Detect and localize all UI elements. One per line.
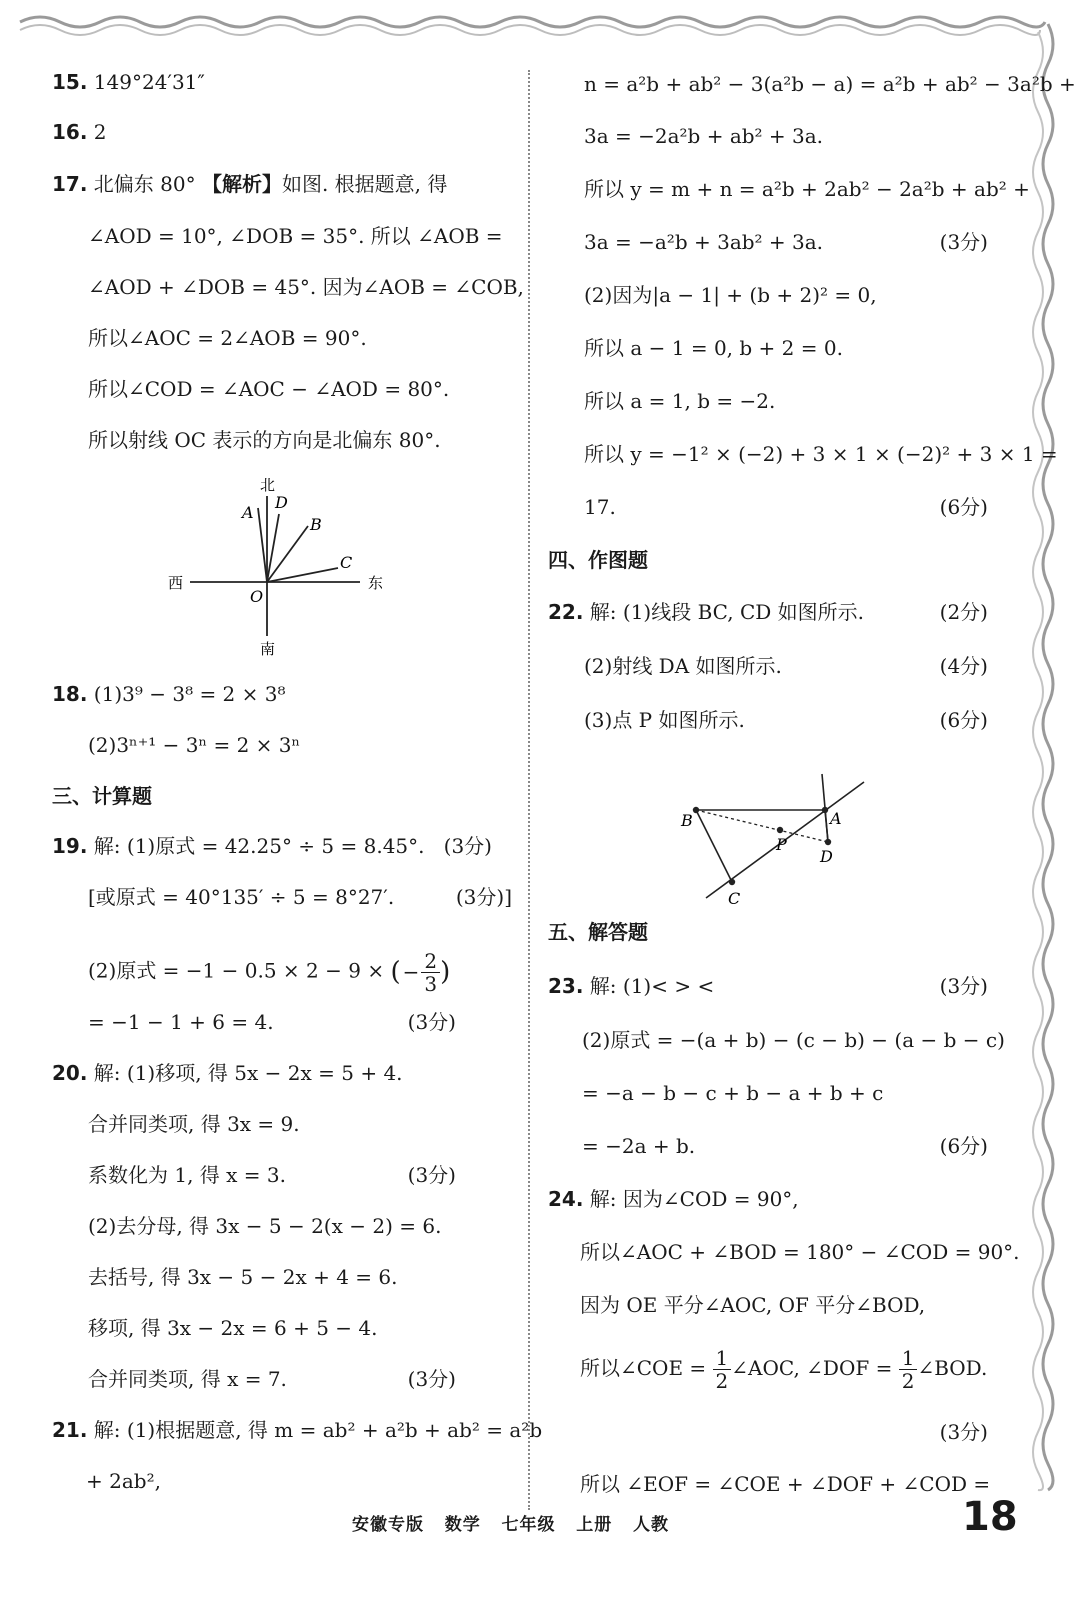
solution-line: 所以 y = −1² × (−2) + 3 × 1 × (−2)² + 3 × 1 = — [584, 442, 1058, 466]
answer-text: [或原式 = 40°135′ ÷ 5 = 8°27′. — [88, 885, 395, 909]
solution-line: (2)原式 = −1 − 0.5 × 2 − 9 × ( − $\frac{2}{3}$ ) — [88, 948, 451, 996]
answer-text: 解: (1)原式 = 42.25° ÷ 5 = 8.45°. — [87, 834, 425, 858]
score-mark: (3分) — [407, 1163, 456, 1187]
section-heading-5: 五、解答题 — [548, 920, 648, 944]
answer-text: 解: (1)< > < — [583, 974, 715, 998]
answer-text: ∠AOC, ∠DOF = — [731, 1356, 899, 1380]
question-number: 22. — [548, 600, 584, 624]
point-b-label: B — [681, 811, 693, 830]
fraction: $\frac{1}{2}$ — [899, 1347, 918, 1392]
solution-line: 所以 ∠EOF = ∠COE + ∠DOF + ∠COD = — [580, 1472, 991, 1496]
solution-line: 所以 y = m + n = a²b + 2ab² − 2a²b + ab² + — [584, 177, 1030, 201]
point-d-label: D — [275, 493, 288, 512]
solution-line — [580, 1340, 1018, 1396]
solution-line — [584, 493, 1018, 521]
south-label: 南 — [260, 640, 276, 658]
answer-20 — [52, 1059, 512, 1087]
page-number: 18 — [962, 1494, 1018, 1540]
fraction: $\frac{2}{3}$ — [421, 950, 440, 995]
score-mark: (3分) — [407, 1367, 456, 1391]
answer-text: 解: 因为∠COD = 90°, — [583, 1187, 799, 1211]
answer-text: (2)射线 DA 如图所示. — [584, 654, 782, 678]
answer-text: 2 — [87, 120, 107, 144]
section-heading-4: 四、作图题 — [548, 548, 648, 572]
solution-line: 所以射线 OC 表示的方向是北偏东 80°. — [88, 428, 441, 452]
point-a-label: A — [242, 503, 254, 522]
solution-line: 所以 a = 1, b = −2. — [584, 389, 776, 413]
answer-18 — [52, 680, 512, 708]
question-number: 17. — [52, 172, 88, 196]
answer-text: 149°24′31″ — [87, 70, 205, 94]
score-mark: (3分)] — [455, 885, 512, 909]
solution-line: 3a = −2a²b + ab² + 3a. — [584, 124, 824, 148]
solution-line — [88, 883, 512, 911]
solution-line — [88, 1161, 512, 1189]
score-mark: (4分) — [939, 654, 988, 678]
answer-text: = −2a + b. — [582, 1134, 696, 1158]
solution-line: + 2ab², — [86, 1469, 161, 1493]
score-mark: (3分) — [939, 974, 988, 998]
answer-text: 系数化为 1, 得 x = 3. — [88, 1163, 286, 1187]
solution-line: ∠AOD = 10°, ∠DOB = 35°. 所以 ∠AOB = — [88, 224, 503, 248]
question-number: 21. — [52, 1418, 88, 1442]
analysis-tag: 【解析】 — [201, 172, 282, 196]
score-mark: (3分) — [443, 834, 492, 858]
solution-line: 所以∠COD = ∠AOC − ∠AOD = 80°. — [88, 377, 450, 401]
score-mark: (2分) — [939, 600, 988, 624]
score-mark: (6分) — [939, 1134, 988, 1158]
score-mark: (6分) — [939, 708, 988, 732]
score-mark: (3分) — [939, 230, 988, 254]
solution-line: 因为 OE 平分∠AOC, OF 平分∠BOD, — [580, 1293, 926, 1317]
geometry-diagram — [666, 758, 876, 908]
solution-line: n = a²b + ab² − 3(a²b − a) = a²b + ab² − 3a²b + — [584, 72, 1076, 96]
solution-line: 移项, 得 3x − 2x = 6 + 5 − 4. — [88, 1316, 378, 1340]
question-number: 16. — [52, 120, 88, 144]
solution-line — [584, 652, 1018, 680]
solution-line: ∠AOD + ∠DOB = 45°. 因为∠AOB = ∠COB, — [88, 275, 524, 299]
solution-line: (2)因为|a − 1| + (b + 2)² = 0, — [584, 283, 877, 307]
answer-19 — [52, 832, 512, 860]
answer-text: 合并同类项, 得 x = 7. — [88, 1367, 287, 1391]
answer-15 — [52, 68, 512, 96]
question-number: 19. — [52, 834, 88, 858]
score-mark: (3分) — [407, 1010, 456, 1034]
answer-text: = −1 − 1 + 6 = 4. — [88, 1010, 274, 1034]
solution-line — [584, 706, 1018, 734]
question-number: 24. — [548, 1187, 584, 1211]
point-c-label: C — [728, 889, 741, 908]
question-number: 23. — [548, 974, 584, 998]
solution-line: 合并同类项, 得 3x = 9. — [88, 1112, 300, 1136]
compass-diagram — [162, 478, 422, 668]
point-c-label: C — [340, 553, 353, 572]
solution-line: = −a − b − c + b − a + b + c — [582, 1081, 884, 1105]
solution-line: 去括号, 得 3x − 5 − 2x + 4 = 6. — [88, 1265, 398, 1289]
solution-line — [582, 1132, 1018, 1160]
solution-line: (2)原式 = −(a + b) − (c − b) − (a − b − c) — [582, 1028, 1005, 1052]
solution-line: 所以∠AOC = 2∠AOB = 90°. — [88, 326, 367, 350]
answer-text: ∠BOD. — [917, 1356, 988, 1380]
answer-text: (3)点 P 如图所示. — [584, 708, 745, 732]
answer-text: (1)3⁹ − 3⁸ = 2 × 3⁸ — [87, 682, 286, 706]
answer-21 — [52, 1416, 543, 1444]
point-p-label: P — [776, 835, 787, 854]
answer-16 — [52, 118, 512, 146]
solution-line: (2)3ⁿ⁺¹ − 3ⁿ = 2 × 3ⁿ — [88, 733, 301, 757]
answer-text: 解: (1)线段 BC, CD 如图所示. — [583, 600, 865, 624]
score-mark: (6分) — [939, 495, 988, 519]
solution-line — [88, 1365, 512, 1393]
answer-text: 北偏东 80° — [87, 172, 202, 196]
solution-line: (2)去分母, 得 3x − 5 − 2(x − 2) = 6. — [88, 1214, 442, 1238]
question-number: 18. — [52, 682, 88, 706]
point-a-label: A — [830, 809, 842, 828]
answer-text: (2)原式 = −1 − 0.5 × 2 − 9 × — [88, 958, 391, 983]
solution-line — [584, 228, 1018, 256]
question-number: 15. — [52, 70, 88, 94]
answer-23 — [548, 972, 1018, 1000]
footer-text: 安徽专版 数学 七年级 上册 人教 — [352, 1515, 670, 1535]
north-label: 北 — [260, 478, 276, 494]
question-number: 20. — [52, 1061, 88, 1085]
answer-24 — [548, 1185, 1018, 1213]
answer-text: 所以∠COE = — [580, 1356, 713, 1380]
point-b-label: B — [310, 515, 322, 534]
answer-17 — [52, 170, 512, 198]
answer-text: 解: (1)根据题意, 得 m = ab² + a²b + ab² = a²b — [87, 1418, 543, 1442]
score-mark: (3分) — [939, 1420, 988, 1444]
east-label: 东 — [368, 574, 384, 592]
point-d-label: D — [820, 847, 833, 866]
section-heading-3: 三、计算题 — [52, 784, 152, 808]
column-divider — [528, 70, 530, 1510]
answer-text: 17. — [584, 495, 616, 519]
answer-text: 如图. 根据题意, 得 — [281, 172, 448, 196]
fraction: $\frac{1}{2}$ — [713, 1347, 732, 1392]
point-o-label: O — [250, 587, 264, 606]
solution-line — [88, 1008, 512, 1036]
solution-line: 所以 a − 1 = 0, b + 2 = 0. — [584, 336, 843, 360]
answer-text: 解: (1)移项, 得 5x − 2x = 5 + 4. — [87, 1061, 403, 1085]
solution-line: 所以∠AOC + ∠BOD = 180° − ∠COD = 90°. — [580, 1240, 1020, 1264]
answer-22 — [548, 598, 1018, 626]
west-label: 西 — [168, 574, 184, 592]
answer-text: 3a = −a²b + 3ab² + 3a. — [584, 230, 824, 254]
